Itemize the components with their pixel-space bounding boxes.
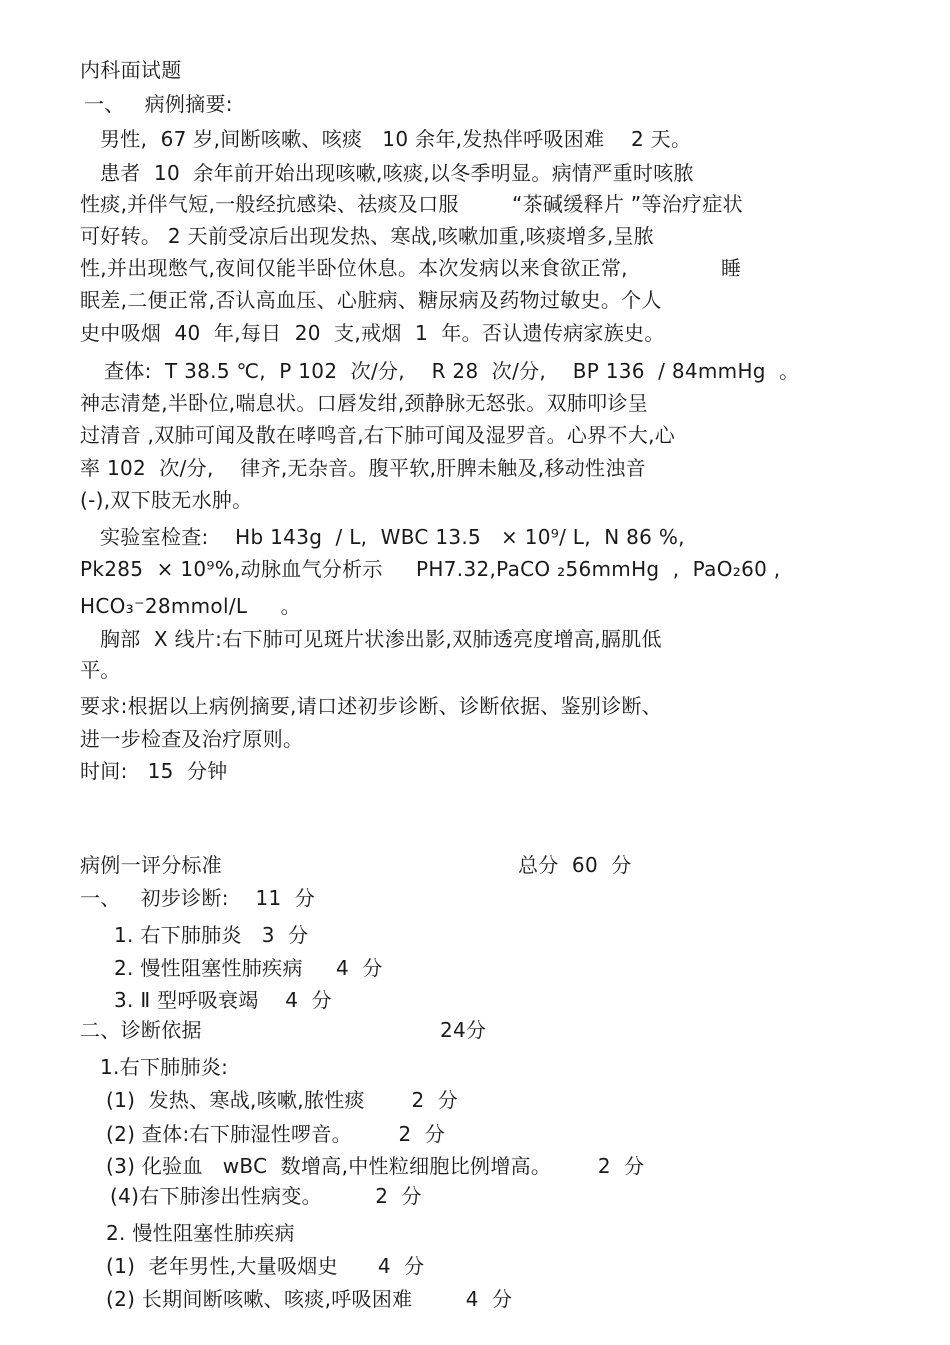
scoring-title: 病例一评分标准 [80, 853, 223, 877]
requirement-line: 要求:根据以上病例摘要,请口述初步诊断、诊断依据、鉴别诊断、 [80, 694, 663, 718]
pneumonia-heading: 1.右下肺肺炎: [100, 1055, 229, 1079]
copd-item: (1) 老年男性,大量吸烟史 4 分 [106, 1254, 425, 1278]
case-section-heading: 一、 病例摘要: [84, 92, 233, 116]
doc-title: 内科面试题 [80, 58, 182, 82]
exam-line: 神志清楚,半卧位,喘息状。口唇发绀,颈静脉无怒张。双肺叩诊呈 [80, 391, 649, 415]
history-line: 眠差,二便正常,否认高血压、心脏病、糖尿病及药物过敏史。个人 [80, 288, 662, 312]
pneumonia-item: (1) 发热、寒战,咳嗽,脓性痰 2 分 [106, 1088, 459, 1112]
history-line: 性,并出现憋气,夜间仅能半卧位休息。本次发病以来食欲正常, 睡 [80, 256, 742, 280]
basis-heading: 二、诊断依据 [80, 1018, 202, 1042]
xray-line: 平。 [80, 658, 121, 682]
requirement-line: 进一步检查及治疗原则。 [80, 727, 304, 751]
diagnosis-heading: 一、 初步诊断: 11 分 [80, 886, 316, 910]
diagnosis-item: 2. 慢性阻塞性肺疾病 4 分 [114, 956, 383, 980]
lab-line: HCO₃⁻28mmol/L 。 [80, 594, 301, 618]
basis-score: 24分 [440, 1018, 487, 1042]
pneumonia-item: (4)右下肺渗出性病变。 2 分 [110, 1184, 422, 1208]
exam-line: 率 102 次/分, 律齐,无杂音。腹平软,肝脾未触及,移动性浊音 [80, 456, 646, 480]
scoring-total: 总分 60 分 [518, 853, 632, 877]
history-line: 患者 10 余年前开始出现咳嗽,咳痰,以冬季明显。病情严重时咳脓 [100, 161, 694, 185]
lab-line: Pk285 × 10⁹%,动脉血气分析示 PH7.32,PaCO ₂56mmHg , PaO₂60 , [80, 557, 781, 581]
exam-line: (-),双下肢无水肿。 [80, 488, 253, 512]
copd-heading: 2. 慢性阻塞性肺疾病 [106, 1221, 295, 1245]
lab-line: 实验室检查: Hb 143g / L, WBC 13.5 × 10⁹/ L, N 86 %, [100, 525, 685, 549]
diagnosis-item: 3. Ⅱ 型呼吸衰竭 4 分 [114, 988, 332, 1012]
history-line: 性痰,并伴气短,一般经抗感染、祛痰及口服 “茶碱缓释片 ”等治疗症状 [80, 192, 743, 216]
copd-item: (2) 长期间断咳嗽、咳痰,呼吸困难 4 分 [106, 1287, 513, 1311]
pneumonia-item: (3) 化验血 wBC 数增高,中性粒细胞比例增高。 2 分 [106, 1154, 645, 1178]
time-limit: 时间: 15 分钟 [80, 759, 228, 783]
history-line: 可好转。 2 天前受凉后出现发热、寒战,咳嗽加重,咳痰增多,呈脓 [80, 224, 655, 248]
xray-line: 胸部 X 线片:右下肺可见斑片状渗出影,双肺透亮度增高,膈肌低 [100, 627, 662, 651]
chief-complaint: 男性, 67 岁,间断咳嗽、咳痰 10 余年,发热伴呼吸困难 2 天。 [100, 127, 692, 151]
pneumonia-item: (2) 查体:右下肺湿性啰音。 2 分 [106, 1122, 446, 1146]
diagnosis-item: 1. 右下肺肺炎 3 分 [114, 923, 309, 947]
exam-line: 过清音 ,双肺可闻及散在哮鸣音,右下肺可闻及湿罗音。心界不大,心 [80, 423, 676, 447]
exam-line: 查体: T 38.5 ℃, P 102 次/分, R 28 次/分, BP 136 / 84mmHg 。 [104, 359, 800, 383]
history-line: 史中吸烟 40 年,每日 20 支,戒烟 1 年。否认遗传病家族史。 [80, 321, 665, 345]
